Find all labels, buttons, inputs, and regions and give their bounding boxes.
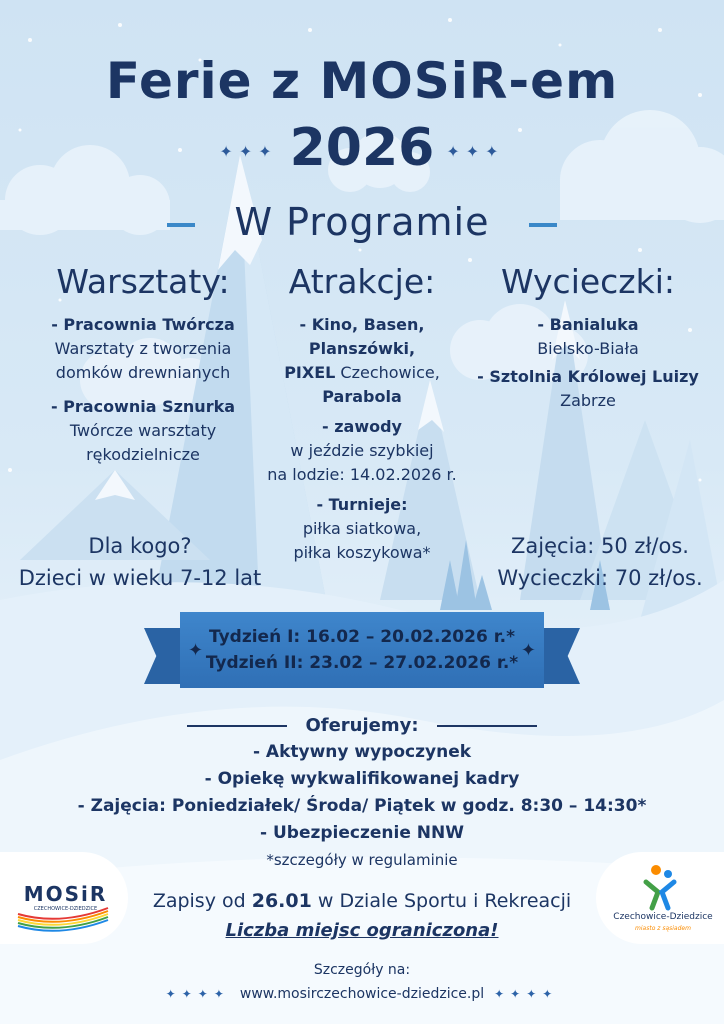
attraction-line: - zawody (322, 417, 402, 436)
offer-item: - Ubezpieczenie NNW (260, 823, 464, 843)
attractions-heading: Atrakcje: (288, 262, 436, 301)
poster-year-row (0, 118, 724, 178)
trip-item-place: Bielsko-Biała (537, 339, 639, 358)
trip-item-place: Zabrze (560, 391, 616, 410)
attraction-pixel-rest: Czechowice, (335, 363, 440, 382)
heading-dash (167, 223, 195, 227)
attraction-pixel: PIXEL (284, 363, 336, 382)
attractions-column (252, 262, 472, 565)
heading-dash (529, 223, 557, 227)
sparkle-icon: ✦✦✦ (446, 141, 505, 161)
workshop-item-desc: Twórcze warsztaty (69, 421, 217, 440)
price-classes: Zajęcia: 50 zł/os. (511, 534, 689, 558)
poster-title: Ferie z MOSiR-em (105, 52, 619, 110)
attraction-line: Planszówki, (308, 339, 416, 358)
attraction-line: - Kino, Basen, (299, 315, 425, 334)
offer-note: *szczegóły w regulaminie (266, 851, 458, 869)
mosir-logo-text: MOSiR (23, 882, 108, 906)
footer-url-row (0, 982, 724, 1006)
details-label: Szczegóły na: (313, 962, 411, 978)
sparkle-icon: ✦✦✦ (219, 141, 278, 161)
audience-answer: Dzieci w wieku 7-12 lat (18, 566, 262, 590)
week-2: Tydzień II: 23.02 – 27.02.2026 r.* (205, 653, 519, 673)
attraction-line: na lodzie: 14.02.2026 r. (267, 465, 457, 484)
offer-item: - Zajęcia: Poniedziałek/ Środa/ Piątek w godz. 8:30 – 14:30* (77, 796, 647, 816)
trips-column (458, 262, 718, 413)
attraction-line: piłka koszykowa* (293, 543, 431, 562)
star-icon: ✦ (520, 640, 536, 661)
programme-heading-row (0, 200, 724, 244)
star-icon: ✦ (188, 640, 204, 661)
workshop-item-desc: domków drewnianych (55, 363, 231, 382)
poster-year: 2026 (289, 118, 435, 178)
prices-block (476, 530, 724, 594)
audience-question: Dla kogo? (88, 534, 192, 558)
footer (0, 958, 724, 1006)
city-logo-name: Czechowice-Dziedzice (613, 912, 713, 922)
workshops-column (18, 262, 268, 467)
heading-line (187, 725, 287, 727)
offer-item: - Opiekę wykwalifikowanej kadry (204, 769, 520, 789)
attraction-line: - Turnieje: (316, 495, 408, 514)
offer-heading: Oferujemy: (305, 715, 419, 736)
signup-suffix: w Dziale Sportu i Rekreacji (311, 890, 572, 912)
signup-prefix: Zapisy od (152, 890, 252, 912)
offer-section (0, 712, 724, 874)
website-link[interactable]: www.mosirczechowice-dziedzice.pl (239, 986, 485, 1002)
audience-block (10, 530, 270, 594)
trip-item-title: - Banialuka (537, 315, 639, 334)
trips-heading: Wycieczki: (500, 262, 676, 301)
attraction-line: w jeździe szybkiej (290, 441, 434, 460)
workshop-item-desc: Warsztaty z tworzenia (54, 339, 232, 358)
ribbon-text (180, 612, 544, 676)
attraction-line (252, 361, 472, 385)
workshop-item-title: - Pracownia Sznurka (50, 397, 236, 416)
star-icon: ✦✦✦✦ (165, 987, 230, 1001)
workshop-item-title: - Pracownia Twórcza (51, 315, 235, 334)
mosir-logo-subtext: CZECHOWICE-DZIEDZICE (33, 906, 98, 912)
workshop-item-desc: rękodzielnicze (86, 445, 200, 464)
attraction-line: Parabola (322, 387, 402, 406)
trip-item-title: - Sztolnia Królowej Luizy (477, 367, 699, 386)
signup-section (0, 886, 724, 946)
signup-line (0, 886, 724, 916)
signup-date: 26.01 (251, 890, 312, 912)
heading-line (437, 725, 537, 727)
price-trips: Wycieczki: 70 zł/os. (497, 566, 703, 590)
city-logo-tagline: miasto z sąsiadem (635, 925, 691, 932)
programme-heading: W Programie (234, 200, 490, 244)
dates-ribbon (180, 612, 544, 688)
limited-places-note: Liczba miejsc ograniczona! (225, 920, 499, 941)
workshops-heading: Warsztaty: (56, 262, 230, 301)
attraction-line: piłka siatkowa, (302, 519, 422, 538)
week-1: Tydzień I: 16.02 – 20.02.2026 r.* (208, 627, 516, 647)
star-icon: ✦✦✦✦ (494, 987, 559, 1001)
offer-item: - Aktywny wypoczynek (252, 742, 472, 762)
offer-heading-row (0, 712, 724, 739)
